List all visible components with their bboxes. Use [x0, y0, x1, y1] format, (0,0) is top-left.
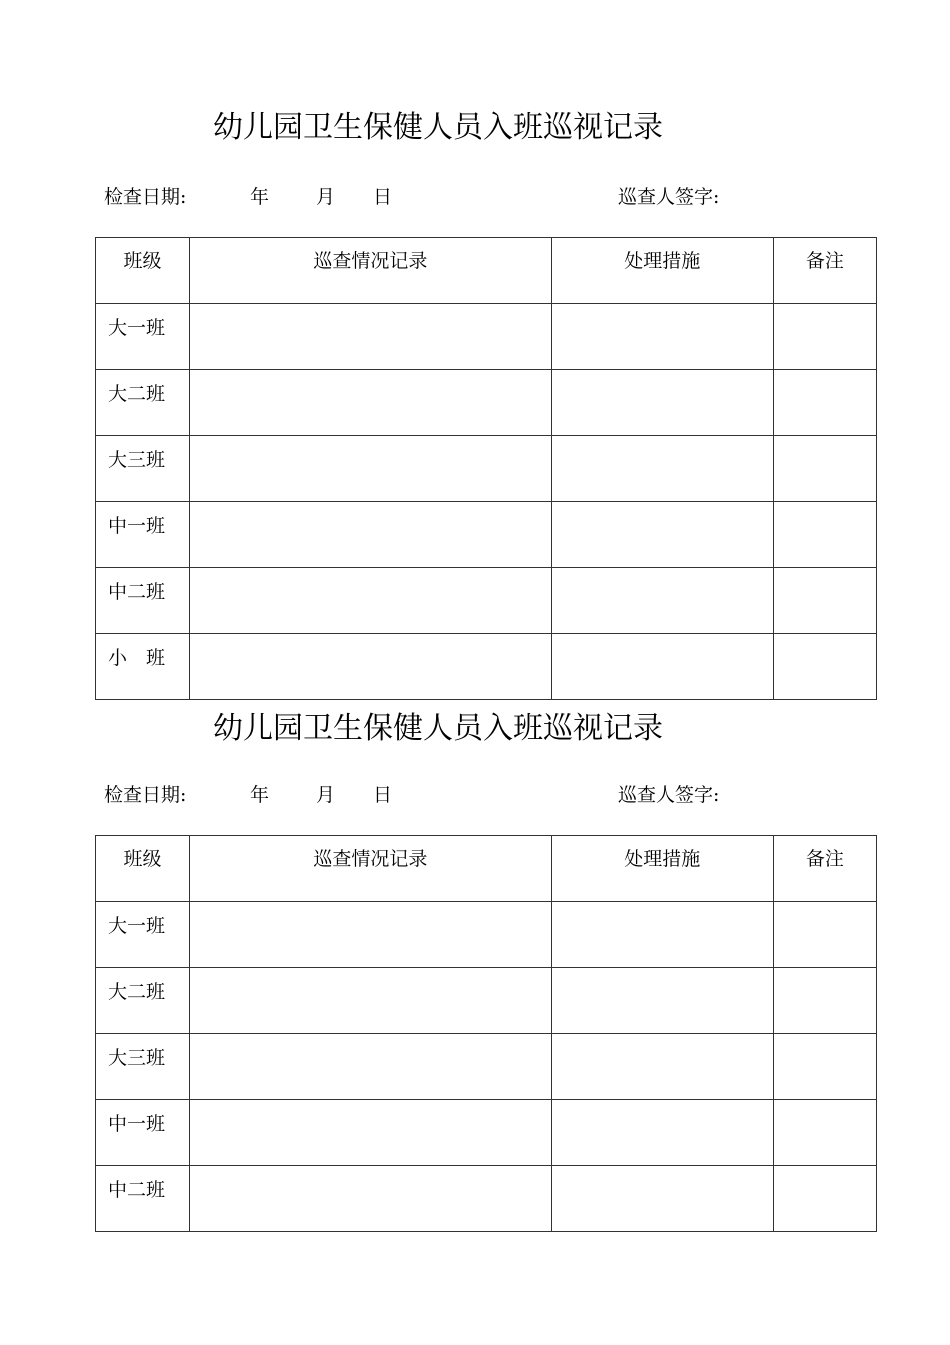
inspection-record-cell[interactable]: [190, 1100, 551, 1166]
header-inspection-record: 巡查情况记录: [190, 836, 551, 902]
table-row: [96, 1100, 877, 1166]
day-label: 日: [373, 186, 393, 208]
date-label: 检查日期:: [104, 784, 187, 806]
measures-cell[interactable]: [551, 502, 773, 568]
table-row: [96, 634, 877, 700]
form-title: 幼儿园卫生保健人员入班巡视记录: [213, 711, 663, 746]
measures-cell[interactable]: [551, 304, 773, 370]
inspection-record-cell[interactable]: [190, 634, 551, 700]
remarks-cell[interactable]: [773, 568, 876, 634]
measures-cell[interactable]: [551, 634, 773, 700]
table-row: [96, 902, 877, 968]
form-title: 幼儿园卫生保健人员入班巡视记录: [213, 110, 663, 145]
remarks-cell[interactable]: [773, 902, 876, 968]
year-label: 年: [250, 186, 270, 208]
table-row: [96, 304, 877, 370]
measures-cell[interactable]: [551, 1034, 773, 1100]
measures-cell[interactable]: [551, 436, 773, 502]
remarks-cell[interactable]: [773, 1166, 876, 1232]
class-name: 大三班: [96, 436, 190, 502]
header-inspection-record: 巡查情况记录: [190, 238, 551, 304]
header-remarks: 备注: [773, 238, 876, 304]
inspection-table: [95, 237, 877, 700]
date-label: 检查日期:: [104, 186, 187, 208]
remarks-cell[interactable]: [773, 634, 876, 700]
inspection-record-cell[interactable]: [190, 1166, 551, 1232]
signature-label: 巡查人签字:: [618, 186, 720, 208]
inspection-record-cell[interactable]: [190, 370, 551, 436]
class-name: 大二班: [96, 968, 190, 1034]
remarks-cell[interactable]: [773, 1034, 876, 1100]
inspection-record-cell[interactable]: [190, 436, 551, 502]
measures-cell[interactable]: [551, 1166, 773, 1232]
inspection-record-cell[interactable]: [190, 304, 551, 370]
table-header-row: [96, 836, 877, 902]
measures-cell[interactable]: [551, 370, 773, 436]
inspection-record-cell[interactable]: [190, 568, 551, 634]
class-name: 大三班: [96, 1034, 190, 1100]
class-name: 大一班: [96, 304, 190, 370]
table-row: [96, 1166, 877, 1232]
remarks-cell[interactable]: [773, 304, 876, 370]
month-label: 月: [316, 784, 336, 806]
header-measures: 处理措施: [551, 238, 773, 304]
header-class: 班级: [96, 238, 190, 304]
remarks-cell[interactable]: [773, 436, 876, 502]
measures-cell[interactable]: [551, 568, 773, 634]
class-name: 中一班: [96, 502, 190, 568]
table-row: [96, 436, 877, 502]
remarks-cell[interactable]: [773, 968, 876, 1034]
table-row: [96, 502, 877, 568]
table-header-row: [96, 238, 877, 304]
signature-label: 巡查人签字:: [618, 784, 720, 806]
inspection-record-cell[interactable]: [190, 968, 551, 1034]
remarks-cell[interactable]: [773, 502, 876, 568]
header-measures: 处理措施: [551, 836, 773, 902]
class-name: 中二班: [96, 568, 190, 634]
inspection-record-cell[interactable]: [190, 902, 551, 968]
measures-cell[interactable]: [551, 968, 773, 1034]
inspection-record-cell[interactable]: [190, 1034, 551, 1100]
month-label: 月: [316, 186, 336, 208]
year-label: 年: [250, 784, 270, 806]
class-name: 中二班: [96, 1166, 190, 1232]
table-row: [96, 968, 877, 1034]
class-name: 大二班: [96, 370, 190, 436]
class-name: 小 班: [96, 634, 190, 700]
measures-cell[interactable]: [551, 1100, 773, 1166]
inspection-record-cell[interactable]: [190, 502, 551, 568]
table-row: [96, 370, 877, 436]
remarks-cell[interactable]: [773, 1100, 876, 1166]
day-label: 日: [373, 784, 393, 806]
class-name: 中一班: [96, 1100, 190, 1166]
header-class: 班级: [96, 836, 190, 902]
measures-cell[interactable]: [551, 902, 773, 968]
class-name: 大一班: [96, 902, 190, 968]
inspection-table: [95, 835, 877, 1232]
table-row: [96, 568, 877, 634]
header-remarks: 备注: [773, 836, 876, 902]
remarks-cell[interactable]: [773, 370, 876, 436]
table-row: [96, 1034, 877, 1100]
